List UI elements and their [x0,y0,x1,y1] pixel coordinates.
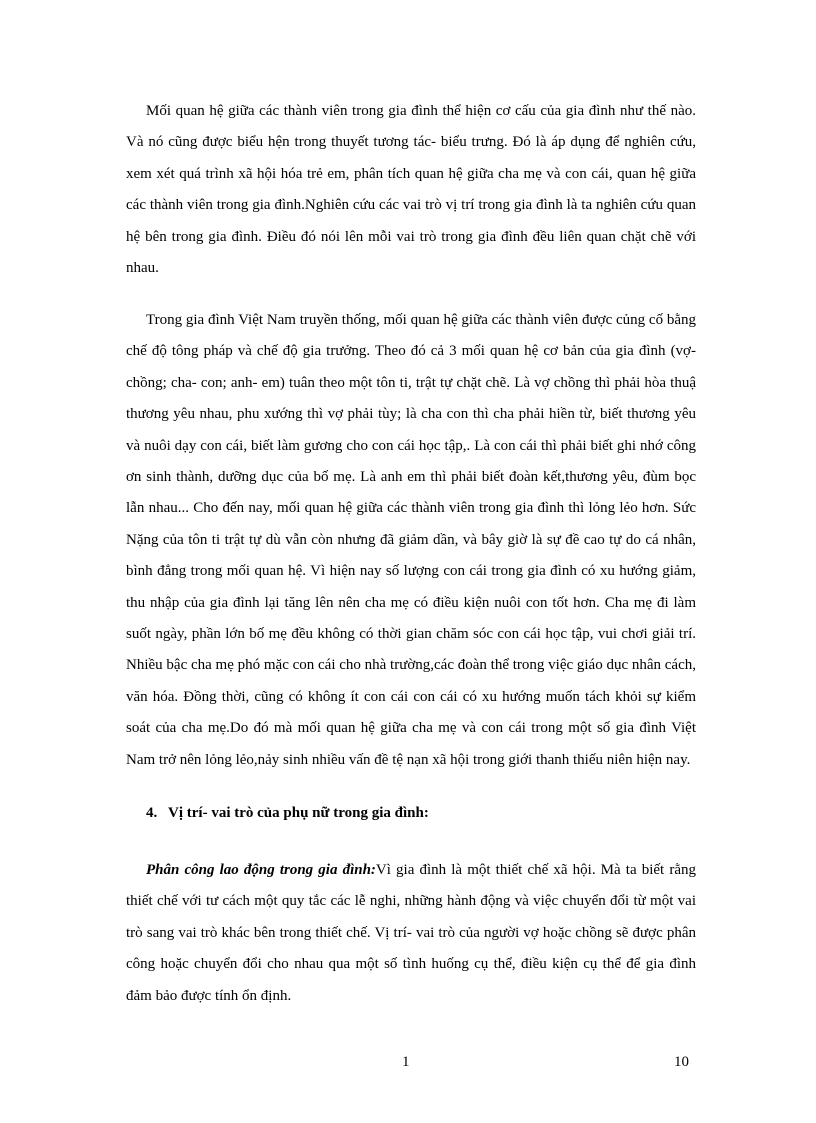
paragraph-division-of-labor [126,855,696,1012]
paragraph-vietnamese-family [126,305,696,776]
paragraph-3-lead: Phân công lao động trong gia đình: [146,862,376,878]
paragraph-family-relations [126,96,696,284]
paragraph-2-text: Trong gia đình Việt Nam truyền thống, mối quan hệ giữa các thành viên được củng cố bằng chế độ tông pháp và chế độ gia trưởng. Theo đó cả 3 mối quan hệ cơ bản của gia đình (vợ- chồng; cha- con; anh- em) tuân theo một tôn ti, trật tự chặt chẽ. Là vợ chồng thì phải hòa thuậ thương yêu nhau, phu xướng thì vợ phải tùy; là cha con thì cha phải hiền từ, biết thương yêu và nuôi dạy con cái, biết làm gương cho con cái học tập,. Là con cái thì phải biết ghi nhớ công ơn sinh thành, dưỡng dục của bố mẹ. Là anh em thì phải biết đoàn kết,thương yêu, đùm bọc lẫn nhau... Cho đến nay, mối quan hệ giữa các thành viên trong gia đình thì lỏng lẻo hơn. Sức Nặng của tôn ti trật tự dù vẫn còn nhưng đã giảm dần, và bây giờ là sự đề cao tự do cá nhân, bình đẳng trong mối quan hệ. Vì hiện nay số lượng con cái trong gia đình có xu hướng giảm, thu nhập của gia đình lại tăng lên nên cha mẹ có điều kiện nuôi con tốt hơn. Cha mẹ đi làm suốt ngày, phần lớn bố mẹ đều không có thời gian chăm sóc con cái học tập, vui chơi giải trí. Nhiều bậc cha mẹ phó mặc con cái cho nhà trường,các đoàn thể trong việc giáo dục nhân cách, văn hóa. Đồng thời, cũng có không ít con cái con cái có xu hướng muốn tách khỏi sự kiểm soát của cha mẹ.Do đó mà mối quan hệ giữa cha mẹ và con cái trong một số gia đình Việt Nam trở nên lỏng lẻo,nảy sinh nhiều vấn đề tệ nạn xã hội trong giới thanh thiếu niên hiện nay. [126,312,696,768]
page-number: 1 [402,1054,410,1070]
paragraph-3-text: Vì gia đình là một thiết chế xã hội. Mà ta biết rằng thiết chế với tư cách một quy tắc các lễ nghi, những hành động và việc chuyển đổi từ một vai trò sang vai trò khác bên trong thiết chế. Vị trí- vai trò của người vợ hoặc chồng sẽ được phân công hoặc chuyển đổi cho nhau qua một số tình huống cụ thể, điều kiện cụ thể để gia đình đảm bảo được tính ổn định. [126,862,696,1004]
section-title: Vị trí- vai trò của phụ nữ trong gia đình: [168,805,429,821]
section-heading [146,803,429,823]
total-pages: 10 [674,1054,689,1070]
paragraph-1-text: Mối quan hệ giữa các thành viên trong gia đình thể hiện cơ cấu của gia đình như thế nào. Và nó cũng được biểu hện trong thuyết tương tác- biểu trưng. Đó là áp dụng để nghiên cứu, xem xét quá trình xã hội hóa trẻ em, phân tích quan hệ giữa cha mẹ và con cái, quan hệ giữa các thành viên trong gia đình.Nghiên cứu các vai trò vị trí trong gia đình là ta nghiên cứu quan hệ bên trong gia đình. Điều đó nói lên mỗi vai trò trong gia đình đều liên quan chặt chẽ với nhau. [126,103,696,277]
section-number: 4. [146,805,158,821]
